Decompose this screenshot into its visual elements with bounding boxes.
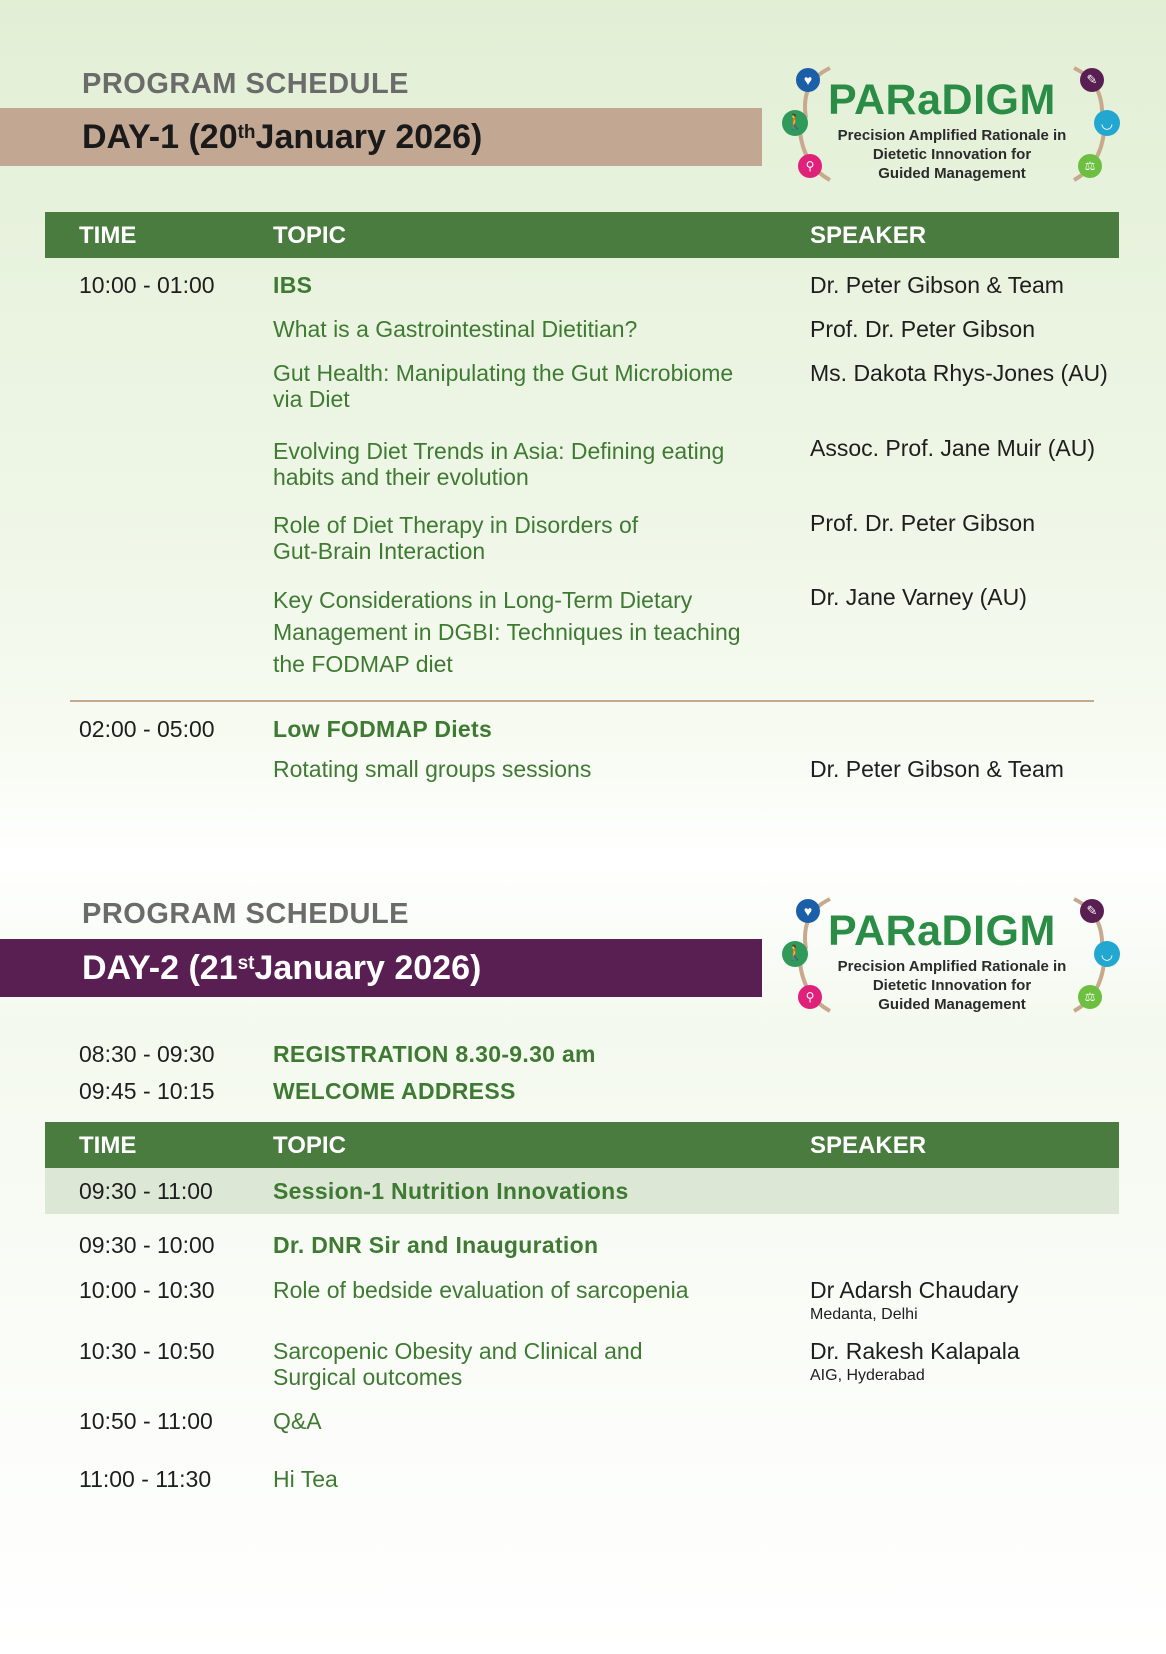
scale-icon: ⚖ <box>1078 154 1102 178</box>
topic-cell: Q&A <box>273 1408 322 1434</box>
day1-title-band <box>0 108 762 166</box>
logo-subtitle-line: Precision Amplified Rationale in <box>837 127 1067 144</box>
topic-cell: Role of bedside evaluation of sarcopenia <box>273 1277 689 1303</box>
logo-subtitle-line: Guided Management <box>878 165 1026 182</box>
topic-line: Gut Health: Manipulating the Gut Microbiome <box>273 360 734 386</box>
time-cell: 10:00 - 10:30 <box>79 1277 215 1303</box>
day2-title-post: January 2026) <box>254 948 482 987</box>
logo-subtitle-line: Guided Management <box>878 996 1026 1013</box>
topic-line: Management in DGBI: Techniques in teaching <box>273 619 741 645</box>
walking-person-icon: 🚶 <box>782 110 808 136</box>
topic-cell: Session-1 Nutrition Innovations <box>273 1178 629 1204</box>
topic-line: Key Considerations in Long-Term Dietary <box>273 587 693 613</box>
topic-cell: What is a Gastrointestinal Dietitian? <box>273 316 638 342</box>
topic-cell: Rotating small groups sessions <box>273 756 592 782</box>
speaker-cell: Prof. Dr. Peter Gibson <box>810 316 1035 342</box>
time-cell: 08:30 - 09:30 <box>79 1041 215 1067</box>
speaker-cell: Dr Adarsh Chaudary <box>810 1277 1019 1303</box>
speaker-cell: Assoc. Prof. Jane Muir (AU) <box>810 435 1096 461</box>
topic-cell <box>273 438 724 490</box>
day1-title-post: January 2026) <box>255 117 483 156</box>
time-cell: 10:00 - 01:00 <box>79 272 215 298</box>
topic-cell: IBS <box>273 272 313 298</box>
heart-icon: ♥ <box>796 68 820 92</box>
day2-title-sup: st <box>237 953 255 974</box>
time-cell: 10:50 - 11:00 <box>79 1408 213 1434</box>
speaker-cell: Dr. Peter Gibson & Team <box>810 272 1064 298</box>
topic-line: Role of Diet Therapy in Disorders of <box>273 512 639 538</box>
topic-line: Sarcopenic Obesity and Clinical and <box>273 1338 643 1364</box>
topic-cell <box>273 512 638 564</box>
paradigm-logo-day2 <box>782 893 1122 1017</box>
day2-program-title: PROGRAM SCHEDULE <box>82 898 410 930</box>
day2-table-header <box>45 1122 1119 1168</box>
topic-cell <box>273 1338 642 1390</box>
speaker-affiliation: AIG, Hyderabad <box>810 1367 925 1384</box>
header-speaker: SPEAKER <box>810 1132 927 1159</box>
speaker-cell: Dr. Peter Gibson & Team <box>810 756 1064 782</box>
logo-subtitle <box>822 957 1082 1014</box>
time-cell: 09:30 - 10:00 <box>79 1232 215 1258</box>
header-topic: TOPIC <box>273 1132 346 1159</box>
heart-icon: ♥ <box>796 899 820 923</box>
day2-title-pre: DAY-2 (21 <box>82 948 238 987</box>
topic-cell: Dr. DNR Sir and Inauguration <box>273 1232 599 1258</box>
header-time: TIME <box>79 222 137 249</box>
speaker-cell: Dr. Jane Varney (AU) <box>810 584 1027 610</box>
logo-subtitle <box>822 126 1082 183</box>
time-cell: 09:45 - 10:15 <box>79 1078 215 1104</box>
scale-icon: ⚖ <box>1078 985 1102 1009</box>
document-icon: ✎ <box>1080 68 1104 92</box>
header-time: TIME <box>79 1132 137 1159</box>
day1-title-sup: th <box>237 122 256 143</box>
topic-cell: Hi Tea <box>273 1466 338 1492</box>
bicycle-icon: ⚲ <box>798 154 822 178</box>
logo-title: PARaDIGM <box>828 76 1056 124</box>
speaker-cell: Prof. Dr. Peter Gibson <box>810 510 1035 536</box>
logo-subtitle-line: Dietetic Innovation for <box>872 977 1032 994</box>
topic-line: the FODMAP diet <box>273 651 453 677</box>
topic-line: Gut-Brain Interaction <box>273 538 486 564</box>
topic-cell <box>273 360 733 412</box>
bicycle-icon: ⚲ <box>798 985 822 1009</box>
topic-cell: Low FODMAP Diets <box>273 716 493 742</box>
speaker-affiliation: Medanta, Delhi <box>810 1306 918 1323</box>
paradigm-logo-day1 <box>782 62 1122 186</box>
topic-line: habits and their evolution <box>273 464 529 490</box>
food-bowl-icon: ◡ <box>1094 941 1120 967</box>
logo-subtitle-line: Dietetic Innovation for <box>872 146 1032 163</box>
walking-person-icon: 🚶 <box>782 941 808 967</box>
time-cell: 02:00 - 05:00 <box>79 716 215 742</box>
header-speaker: SPEAKER <box>810 222 927 249</box>
day1-table-header <box>45 212 1119 258</box>
topic-line: Surgical outcomes <box>273 1364 463 1390</box>
document-icon: ✎ <box>1080 899 1104 923</box>
topic-line: Evolving Diet Trends in Asia: Defining eating <box>273 438 725 464</box>
header-topic: TOPIC <box>273 222 346 249</box>
speaker-cell: Dr. Rakesh Kalapala <box>810 1338 1020 1364</box>
topic-line: via Diet <box>273 386 350 412</box>
time-cell: 09:30 - 11:00 <box>79 1178 213 1204</box>
topic-cell: WELCOME ADDRESS <box>273 1078 516 1104</box>
day1-title-pre: DAY-1 (20 <box>82 117 238 156</box>
speaker-cell: Ms. Dakota Rhys-Jones (AU) <box>810 360 1108 386</box>
logo-subtitle-line: Precision Amplified Rationale in <box>837 958 1067 975</box>
section-divider <box>70 700 1094 702</box>
food-bowl-icon: ◡ <box>1094 110 1120 136</box>
time-cell: 11:00 - 11:30 <box>79 1466 212 1492</box>
time-cell: 10:30 - 10:50 <box>79 1338 215 1364</box>
topic-cell: REGISTRATION 8.30-9.30 am <box>273 1041 596 1067</box>
logo-title: PARaDIGM <box>828 907 1056 955</box>
day1-program-title: PROGRAM SCHEDULE <box>82 68 410 100</box>
day2-title-band <box>0 939 762 997</box>
topic-cell <box>273 584 741 680</box>
